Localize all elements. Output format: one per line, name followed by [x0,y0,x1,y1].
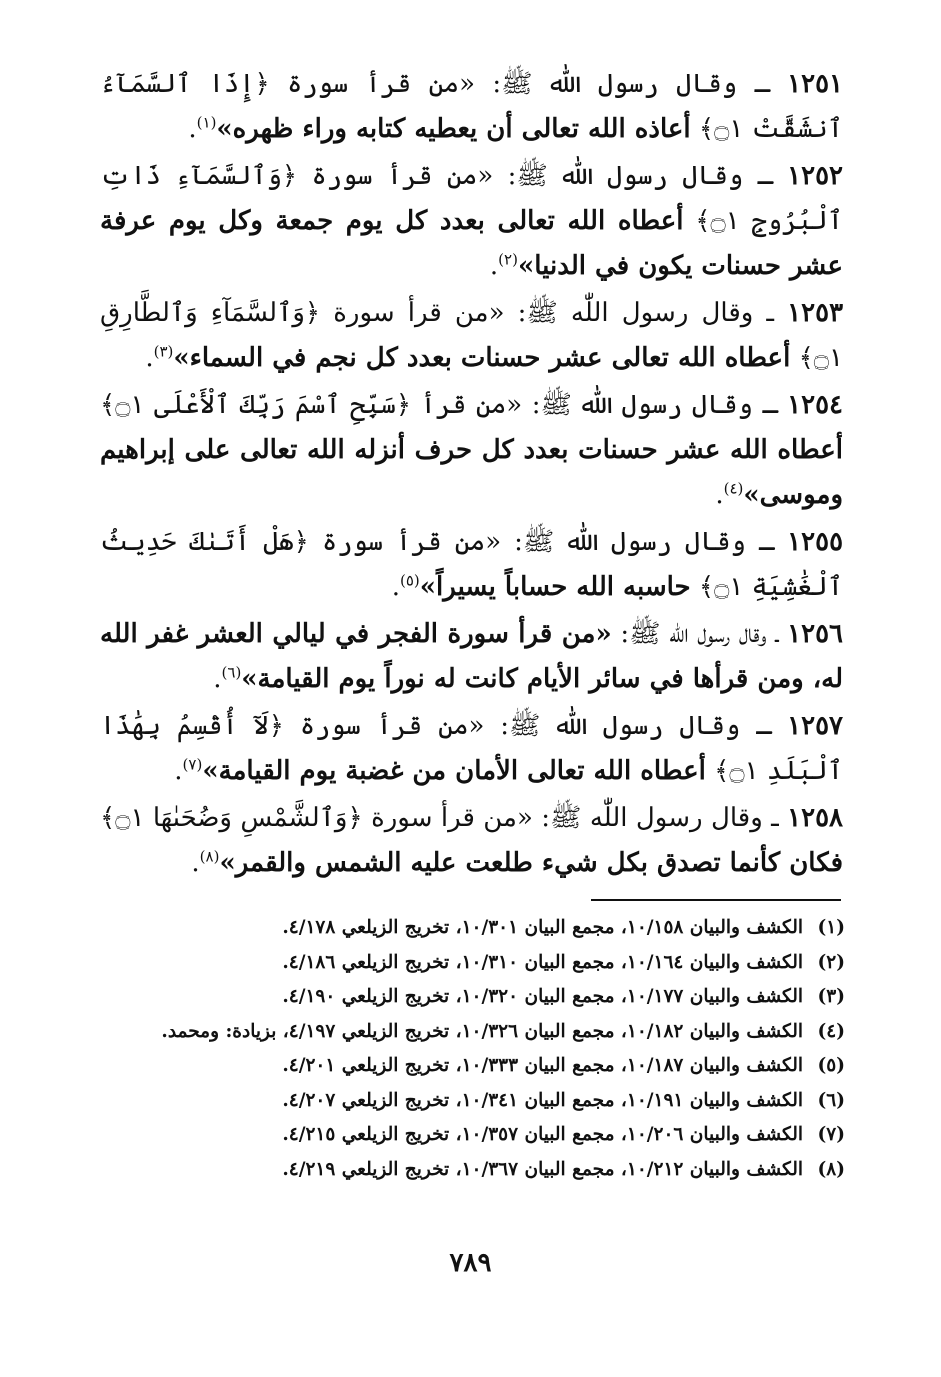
footnote-number: (٨) [817,1158,845,1180]
entry-body: أعاذه الله تعالى أن يعطيه كتابه وراء ظهره» [216,114,691,144]
entry-number: ١٢٥٦ [787,619,843,649]
footnote-2 [98,946,845,981]
footnote-7 [98,1118,845,1153]
surah-quote: ﴿هَلْ أَتَىٰكَ حَدِيثُ ٱلْغَٰشِيَةِ ۝١﴾ [100,527,843,602]
entry-lead: ـ وقال رسول اللّٰه ﷺ: «من قرأ سورة [333,298,775,328]
footnote-text: الكشف والبيان ١٠/٢٠٦، مجمع البيان ١٠/٣٥٧، تخريج الزيلعي ٤/٢١٥. [282,1124,803,1145]
footnote-6 [98,1084,845,1119]
hadith-entry-1252: ١٢٥٢ ـ وقال رسول اللّٰه ﷺ: «من قرأ سورة ﴿وَٱلسَّمَآءِ ذَاتِ ٱلْبُرُوجِ ۝١﴾ أعطاه الله تعالى بعدد كل يوم جمعة وكل يوم عرفة عشر حسنات يكون في الدنيا»$^{(٢)}$. [100,161,843,281]
entry-number: ١٢٥٥ [787,527,844,557]
hadith-entry-1251: ١٢٥١ ـ وقال رسول اللّٰه ﷺ: «من قرأ سورة ﴿إِذَا ٱلسَّمَآءُ ٱنشَقَّتْ ۝١﴾ أعاذه الله تعالى أن يعطيه كتابه وراء ظهره»$^{(١)}$. [100,69,843,144]
entry-lead: ـ وقال رسول اللّٰه ﷺ: «من قرأ سورة [287,69,770,99]
entry-body: حاسبه الله حساباً يسيراً» [419,572,691,602]
entry-lead: ـ وقال رسول اللّٰه ﷺ: «من قرأ سورة [299,711,772,741]
entry-number: ١٢٥٧ [787,711,844,741]
footnote-ref[interactable]: (٣) [153,342,174,361]
footnote-number: (٧) [817,1124,845,1145]
entry-body: أعطاه الله تعالى الأمان من غضبة يوم القيامة» [202,756,706,786]
main-text [100,62,843,888]
footnote-ref[interactable]: (١) [196,113,217,132]
entry-body: «من قرأ سورة الفجر في ليالي العشر غفر الله له، ومن قرأها في سائر الأيام كانت له نوراً يوم القيامة» [100,619,843,694]
footnote-number: (٦) [817,1089,845,1111]
entry-number: ١٢٥١ [787,69,843,99]
surah-quote: ﴿إِذَا ٱلسَّمَآءُ ٱنشَقَّتْ ۝١﴾ [100,69,843,144]
footnote-5 [98,1049,845,1084]
entry-lead: ـ وقال رسول اللّٰه ﷺ: «من قرأ سورة [371,803,779,833]
footnote-text: الكشف والبيان ١٠/١٩١، مجمع البيان ١٠/٣٤١، تخريج الزيلعي ٤/٢٠٧. [282,1089,803,1111]
footnote-number: (١) [817,917,845,938]
footnote-1 [98,911,845,946]
hadith-entry-1254: ١٢٥٤ ـ وقال رسول اللّٰه ﷺ: «من قرأ ﴿سَبِّحِ ٱسْمَ رَبِّكَ ٱلْأَعْلَى ۝١﴾ أعطاه الله عشر حسنات بعدد كل حرف أنزله الله تعالى على إبراهيم وموسى»$^{(٤)}$. [100,390,843,510]
footnote-ref[interactable]: (٧) [182,755,203,774]
entry-lead: ـ وقال رسول اللّٰه ﷺ: «من قرأ [420,390,778,420]
entry-body: أعطاه الله تعالى عشر حسنات بعدد كل نجم في السماء» [173,343,791,373]
footnote-3 [98,980,845,1015]
footnote-divider [591,899,841,901]
hadith-entry-1257: ١٢٥٧ ـ وقال رسول اللّٰه ﷺ: «من قرأ سورة ﴿لَآ أُقْسِمُ بِهَٰذَا ٱلْبَلَدِ ۝١﴾ أعطاه الله تعالى الأمان من غضبة يوم القيامة»$^{(٧)}$. [100,711,844,786]
footnote-number: (٥) [817,1055,845,1076]
footnote-ref[interactable]: (٥) [399,571,420,590]
footnote-text: الكشف والبيان ١٠/١٨٧، مجمع البيان ١٠/٣٣٣، تخريج الزيلعي ٤/٢٠١. [282,1055,803,1076]
footnote-4 [98,1015,845,1050]
footnote-text: الكشف والبيان ١٠/١٦٤، مجمع البيان ١٠/٣١٠، تخريج الزيلعي ٤/١٨٦. [282,951,803,973]
footnote-ref[interactable]: (٨) [199,847,220,866]
hadith-entry-1253: ١٢٥٣ ـ وقال رسول اللّٰه ﷺ: «من قرأ سورة ﴿وَٱلسَّمَآءِ وَٱلطَّارِقِ ۝١﴾ أعطاه الله تعالى عشر حسنات بعدد كل نجم في السماء»$^{(٣)}$. [100,298,844,373]
surah-quote: ﴿وَٱلشَّمْسِ وَضُحَىٰهَا ۝١﴾ [100,803,363,833]
hadith-entry-1256: ١٢٥٦ ـ وقال رسول اللّٰه ﷺ: «من قرأ سورة الفجر في ليالي العشر غفر الله له، ومن قرأها في سائر الأيام كانت له نوراً يوم القيامة»$^{(٦)}$. [100,619,843,694]
entry-body: فكان كأنما تصدق بكل شيء طلعت عليه الشمس والقمر» [219,848,843,878]
entry-number: ١٢٥٣ [787,298,844,328]
page-number: ٧٨٩ [449,1248,492,1278]
entry-body: أعطاه الله تعالى بعدد كل يوم جمعة وكل يوم عرفة عشر حسنات يكون في الدنيا» [100,206,843,281]
entry-number: ١٢٥٨ [787,803,843,833]
footnotes [98,911,845,1187]
footnote-8 [98,1153,845,1188]
entry-lead: ـ وقال رسول اللّٰه ﷺ: «من قرأ سورة [321,527,775,557]
footnote-text: الكشف والبيان ١٠/١٥٨، مجمع البيان ١٠/٣٠١، تخريج الزيلعي ٤/١٧٨. [282,917,803,938]
entry-body: أعطاه الله عشر حسنات بعدد كل حرف أنزله الله تعالى على إبراهيم وموسى» [100,435,843,510]
entry-number: ١٢٥٤ [787,390,843,420]
entry-lead: ـ وقال رسول اللّٰه ﷺ: «من قرأ سورة [311,161,773,191]
footnote-text: الكشف والبيان ١٠/١٨٢، مجمع البيان ١٠/٣٢٦، تخريج الزيلعي ٤/١٩٧، بزيادة: ومحمد. [161,1020,803,1042]
footnote-text: الكشف والبيان ١٠/١٧٧، مجمع البيان ١٠/٣٢٠، تخريج الزيلعي ٤/١٩٠. [282,986,803,1007]
surah-quote: ﴿وَٱلسَّمَآءِ ذَاتِ ٱلْبُرُوجِ ۝١﴾ [100,161,843,236]
surah-quote: ﴿وَٱلسَّمَآءِ وَٱلطَّارِقِ ۝١﴾ [100,298,843,373]
footnote-text: الكشف والبيان ١٠/٢١٢، مجمع البيان ١٠/٣٦٧، تخريج الزيلعي ٤/٢١٩. [282,1158,803,1180]
surah-quote: ﴿سَبِّحِ ٱسْمَ رَبِّكَ ٱلْأَعْلَى ۝١﴾ [100,390,412,420]
hadith-entry-1255: ١٢٥٥ ـ وقال رسول اللّٰه ﷺ: «من قرأ سورة ﴿هَلْ أَتَىٰكَ حَدِيثُ ٱلْغَٰشِيَةِ ۝١﴾ حاسبه الله حساباً يسيراً»$^{(٥)}$. [100,527,844,602]
footnote-number: (٤) [817,1020,845,1042]
footnote-ref[interactable]: (٤) [723,479,744,498]
footnote-ref[interactable]: (٦) [221,663,242,682]
surah-quote: ﴿لَآ أُقْسِمُ بِهَٰذَا ٱلْبَلَدِ ۝١﴾ [100,711,843,786]
footnote-number: (٣) [817,986,845,1007]
entry-lead: ـ وقال رسول اللّٰه ﷺ: [620,619,779,649]
footnote-ref[interactable]: (٢) [498,250,518,269]
hadith-entry-1258: ١٢٥٨ ـ وقال رسول اللّٰه ﷺ: «من قرأ سورة ﴿وَٱلشَّمْسِ وَضُحَىٰهَا ۝١﴾ فكان كأنما تصدق بكل شيء طلعت عليه الشمس والقمر»$^{(٨)}$. [100,803,843,878]
entry-number: ١٢٥٢ [787,161,843,191]
footnote-number: (٢) [817,951,845,973]
